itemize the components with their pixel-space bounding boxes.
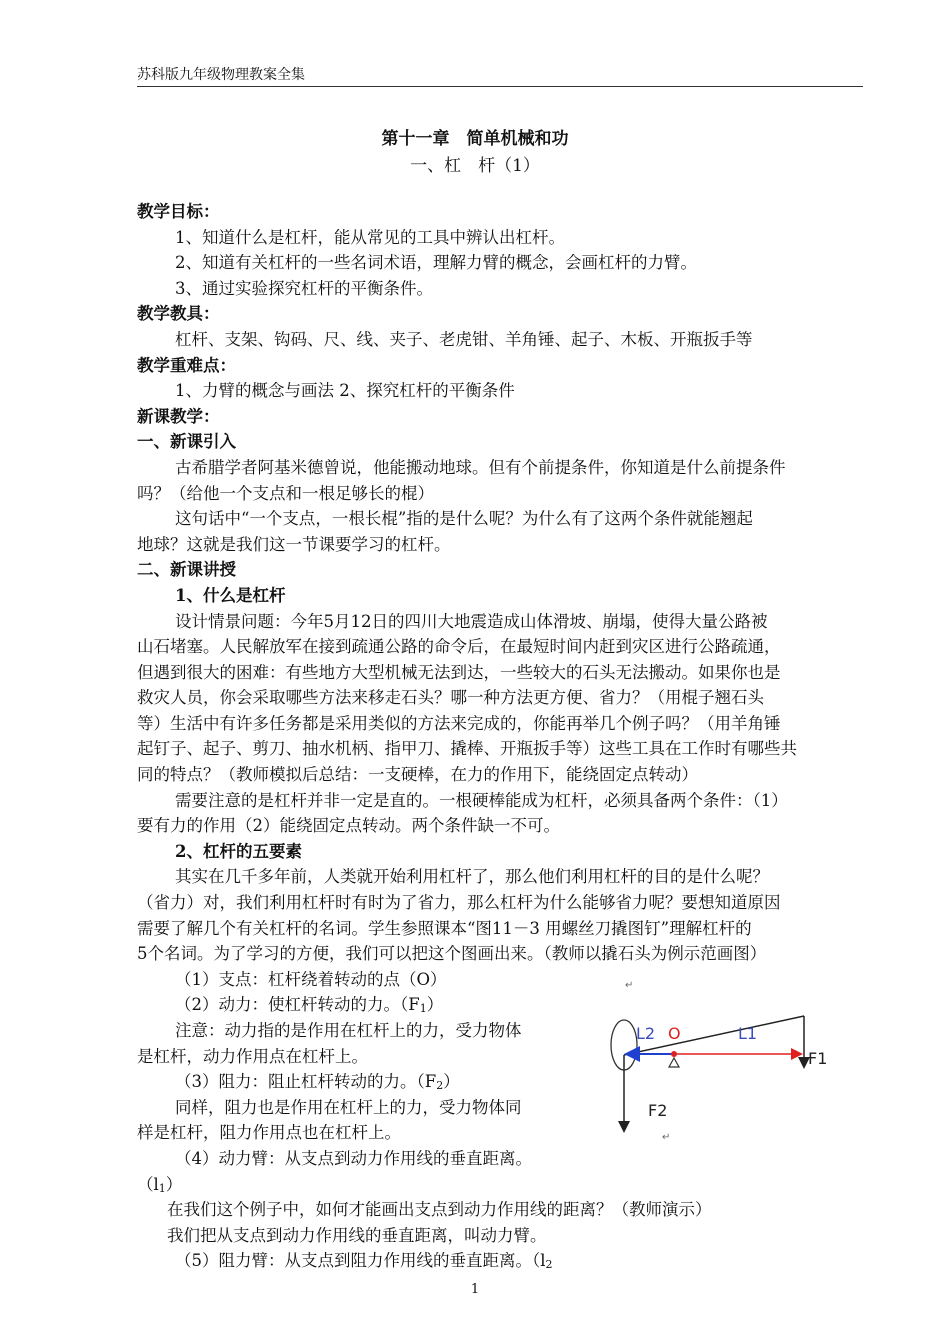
intro-paragraph-1-line-2: 吗？（给他一个支点和一根足够长的棍）: [137, 483, 434, 503]
element-effort: （2）动力：使杠杆转动的力。（F1）: [175, 995, 444, 1016]
what-line-5: 等）生活中有许多任务都是采用类似的方法来完成的，你能再举几个例子吗？（用羊角锤: [137, 713, 781, 733]
tools-list: 杠杆、支架、钩码、尺、线、夹子、老虎钳、羊角锤、起子、木板、开瓶扳手等: [175, 329, 753, 349]
five-elements-heading: 2、杠杆的五要素: [175, 841, 302, 861]
goal-1: 1、知道什么是杠杆，能从常见的工具中辨认出杠杆。: [175, 227, 565, 247]
lever-diagram: [598, 978, 858, 1148]
load-note-line-2: 样是杠杆，阻力作用点也在杠杆上。: [137, 1123, 401, 1143]
element-effort-arm-symbol: （l1）: [137, 1174, 183, 1195]
label-f1: F1: [808, 1049, 828, 1068]
return-mark-top: ↵: [625, 980, 634, 991]
what-line-6: 起钉子、起子、剪刀、抽水机柄、指甲刀、撬棒、开瓶扳手等）这些工具在工作时有哪些共: [137, 739, 797, 759]
what-line-4: 救灾人员，你会采取哪些方法来移走石头？哪一种方法更方便、省力？（用棍子翘石头: [137, 688, 764, 708]
key-heading: 教学重难点：: [137, 355, 236, 375]
key-points: 1、力臂的概念与画法 2、探究杠杆的平衡条件: [175, 381, 515, 401]
intro-paragraph-1-line-1: 古希腊学者阿基米德曾说，他能搬动地球。但有个前提条件，你知道是什么前提条件: [175, 457, 786, 477]
load-note-line-1: 同样，阻力也是作用在杠杆上的力，受力物体同: [175, 1097, 522, 1117]
label-l1: L1: [738, 1024, 758, 1043]
tools-heading: 教学教具：: [137, 304, 220, 324]
new-lesson-heading: 新课教学：: [137, 406, 220, 426]
five-line-2: （省力）对，我们利用杠杆时有时为了省力，那么杠杆为什么能够省力呢？要想知道原因: [137, 893, 781, 913]
header-rule: [137, 86, 863, 87]
section-subtitle: 一、杠 杆（1）: [410, 156, 540, 176]
what-line-3: 但遇到很大的困难：有些地方大型机械无法到达，一些较大的石头无法搬动。如果你也是: [137, 662, 781, 682]
five-line-4: 5个名词。为了学习的方便，我们可以把这个图画出来。（教师以撬石头为例示范画图）: [137, 944, 767, 964]
chapter-title: 第十一章 简单机械和功: [381, 129, 569, 149]
effort-arm-definition: 我们把从支点到动力作用线的垂直距离，叫动力臂。: [167, 1225, 547, 1245]
goal-3: 3、通过实验探究杠杆的平衡条件。: [175, 278, 433, 298]
effort-arm-question: 在我们这个例子中，如何才能画出支点到动力作用线的距离？（教师演示）: [167, 1200, 712, 1220]
label-o: O: [668, 1024, 681, 1043]
note-line-2: 要有力的作用（2）能绕固定点转动。两个条件缺一不可。: [137, 816, 560, 836]
note-line-1: 需要注意的是杠杆并非一定是直的。一根硬棒能成为杠杆，必须具备两个条件：（1）: [175, 790, 788, 810]
goal-2: 2、知道有关杠杆的一些名词术语，理解力臂的概念，会画杠杆的力臂。: [175, 253, 697, 273]
element-fulcrum: （1）支点：杠杆绕着转动的点（O）: [175, 969, 447, 989]
five-line-3: 需要了解几个有关杠杆的名词。学生参照课本“图11－3 用螺丝刀撬图钉”理解杠杆的: [137, 918, 752, 938]
element-effort-arm: （4）动力臂：从支点到动力作用线的垂直距离。: [175, 1148, 532, 1168]
page-number: 1: [470, 1282, 480, 1297]
effort-note-line-1: 注意：动力指的是作用在杠杆上的力，受力物体: [175, 1021, 522, 1040]
what-is-lever-heading: 1、什么是杠杆: [175, 585, 286, 605]
what-line-1: 设计情景问题：今年5月12日的四川大地震造成山体滑坡、崩塌，使得大量公路被: [175, 611, 768, 631]
teach-heading: 二、新课讲授: [137, 560, 236, 580]
intro-paragraph-2-line-2: 地球？这就是我们这一节课要学习的杠杆。: [137, 534, 451, 554]
what-line-7: 同的特点？（教师模拟后总结：一支硬棒，在力的作用下，能绕固定点转动）: [137, 765, 698, 785]
goals-heading: 教学目标：: [137, 202, 220, 221]
document-header: 苏科版九年级物理教案全集: [137, 67, 305, 83]
element-load-arm: （5）阻力臂：从支点到阻力作用线的垂直距离。（l2: [175, 1251, 553, 1272]
what-line-2: 山石堵塞。人民解放军在接到疏通公路的命令后，在最短时间内赶到灾区进行公路疏通，: [137, 637, 781, 657]
five-line-1: 其实在几千多年前，人类就开始利用杠杆了，那么他们利用杠杆的目的是什么呢？: [175, 867, 769, 887]
fulcrum-point: [671, 1051, 677, 1057]
fulcrum-triangle: [669, 1058, 679, 1067]
intro-heading: 一、新课引入: [137, 432, 236, 452]
return-mark-bottom: ↵: [662, 1132, 671, 1143]
label-l2: L2: [636, 1024, 656, 1043]
element-load: （3）阻力：阻止杠杆转动的力。（F2）: [175, 1072, 460, 1093]
label-f2: F2: [648, 1101, 668, 1120]
intro-paragraph-2-line-1: 这句话中“一个支点，一根长棍”指的是什么呢？为什么有了这两个条件就能翘起: [175, 509, 753, 529]
effort-note-line-2: 是杠杆，动力作用点在杠杆上。: [137, 1046, 368, 1066]
